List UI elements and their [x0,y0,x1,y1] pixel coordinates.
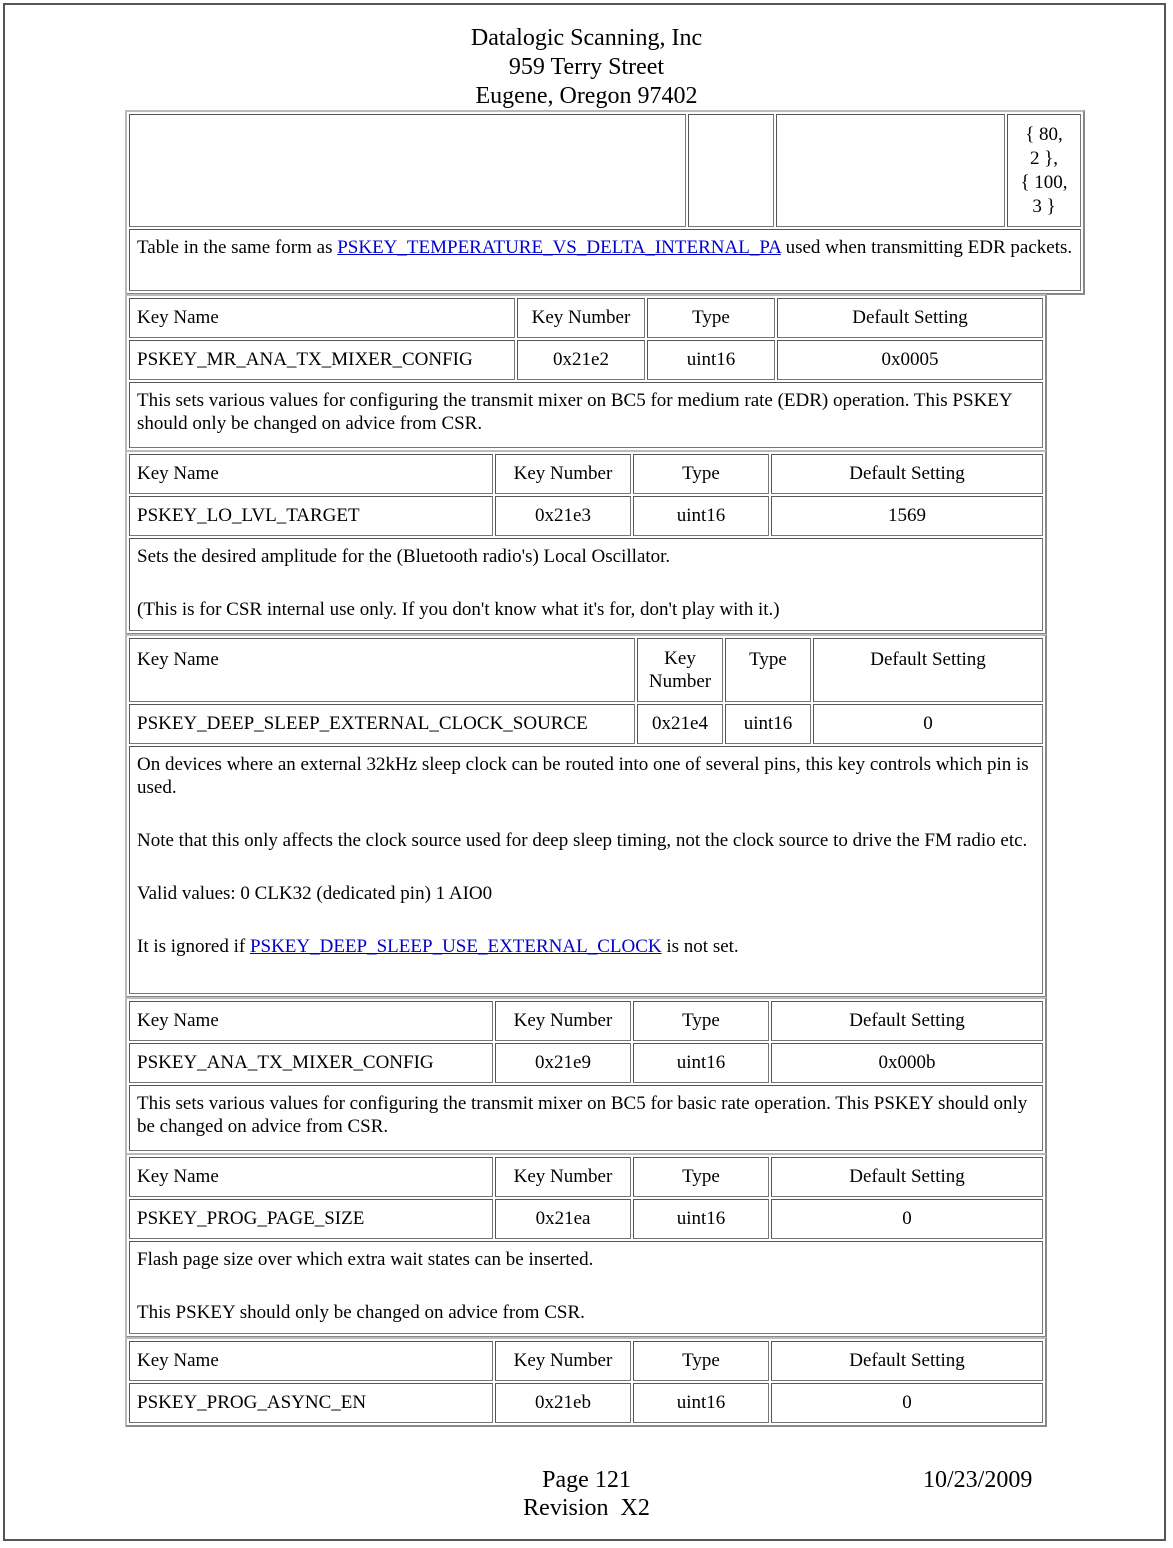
pskey-table [125,450,1047,635]
pskey-table-continued [125,110,1085,295]
column-header-type: Type [633,1341,769,1381]
column-header-key-number: Key Number [495,1001,631,1041]
column-header-key-name: Key Name [129,1157,493,1197]
footer-date: 10/23/2009 [923,1467,1033,1493]
key-number-value: 0x21e2 [517,340,645,380]
key-name-value: PSKEY_MR_ANA_TX_MIXER_CONFIG [129,340,515,380]
column-header-type: Type [633,1001,769,1041]
column-header-key-number: Key Number [517,298,645,338]
key-number-value: 0x21e9 [495,1043,631,1083]
type-value: uint16 [647,340,775,380]
column-header-default-setting: Default Setting [771,1157,1043,1197]
column-header-key-number: Key Number [495,454,631,494]
key-name-value: PSKEY_PROG_ASYNC_EN [129,1383,493,1423]
type-value: uint16 [633,1199,769,1239]
column-header-key-name: Key Name [129,298,515,338]
type-value: uint16 [633,1043,769,1083]
table-cell-empty [688,114,774,227]
column-header-key-number: Key Number [495,1157,631,1197]
pskey-link[interactable]: PSKEY_DEEP_SLEEP_USE_EXTERNAL_CLOCK [249,936,662,957]
column-header-default-setting: Default Setting [771,454,1043,494]
pskey-table [125,997,1047,1155]
column-header-default-setting: Default Setting [771,1001,1043,1041]
column-header-key-number: Key Number [637,638,723,702]
column-header-type: Type [647,298,775,338]
default-setting-value: 0 [813,704,1043,744]
type-value: uint16 [633,496,769,536]
column-header-type: Type [633,454,769,494]
pskey-table [125,1337,1047,1427]
default-setting-value: 0x0005 [777,340,1043,380]
company-street: 959 Terry Street [508,54,665,80]
column-header-key-number: Key Number [495,1341,631,1381]
column-header-type: Type [633,1157,769,1197]
key-number-value: 0x21ea [495,1199,631,1239]
key-description: Table in the same form as PSKEY_TEMPERATURE_VS_DELTA_INTERNAL_PA used when transmitting EDR packets. [129,229,1081,291]
page-number: Page 121 [542,1467,631,1493]
key-name-value: PSKEY_ANA_TX_MIXER_CONFIG [129,1043,493,1083]
key-description: Sets the desired amplitude for the (Bluetooth radio's) Local Oscillator. (This is for CSR internal use only. If you don't know what it's for, don't play with it.) [129,538,1043,631]
key-name-value: PSKEY_LO_LVL_TARGET [129,496,493,536]
key-number-value: 0x21eb [495,1383,631,1423]
column-header-default-setting: Default Setting [813,638,1043,702]
column-header-default-setting: Default Setting [771,1341,1043,1381]
key-number-value: 0x21e3 [495,496,631,536]
column-header-key-name: Key Name [129,1001,493,1041]
pskey-table [125,634,1047,998]
key-description: This sets various values for configuring the transmit mixer on BC5 for basic rate operation. This PSKEY should only be changed on advice from CSR. [129,1085,1043,1151]
revision: Revision X2 [523,1495,650,1521]
company-name: Datalogic Scanning, Inc [470,25,703,51]
type-value: uint16 [633,1383,769,1423]
column-header-default-setting: Default Setting [777,298,1043,338]
default-setting-value: 1569 [771,496,1043,536]
default-setting-value: 0 [771,1383,1043,1423]
column-header-key-name: Key Name [129,454,493,494]
letterhead [0,24,1173,111]
column-header-type: Type [725,638,811,702]
pskey-link[interactable]: PSKEY_TEMPERATURE_VS_DELTA_INTERNAL_PA [337,237,781,258]
default-setting-value: 0x000b [771,1043,1043,1083]
company-city: Eugene, Oregon 97402 [475,83,698,109]
default-setting-value: { 80, 2 }, { 100, 3 } [1007,114,1081,227]
key-description: On devices where an external 32kHz sleep clock can be routed into one of several pins, this key controls which pin is used. Note that this only affects the clock source used for deep sleep timing, not the clock source to drive the FM radio etc. Valid values: 0 CLK32 (dedicated pin) 1 AIO0 It is ignored if PSKEY_DEEP_SLEEP_USE_EXTERNAL_CLOCK is not set. [129,746,1043,994]
column-header-key-name: Key Name [129,1341,493,1381]
key-description: This sets various values for configuring the transmit mixer on BC5 for medium rate (EDR) operation. This PSKEY should only be changed on advice from CSR. [129,382,1043,448]
type-value: uint16 [725,704,811,744]
pskey-table [125,294,1047,452]
key-description: Flash page size over which extra wait states can be inserted. This PSKEY should only be changed on advice from CSR. [129,1241,1043,1334]
column-header-key-name: Key Name [129,638,635,702]
pskey-table [125,1153,1047,1338]
table-cell-empty [129,114,686,227]
default-setting-value: 0 [771,1199,1043,1239]
key-name-value: PSKEY_DEEP_SLEEP_EXTERNAL_CLOCK_SOURCE [129,704,635,744]
key-number-value: 0x21e4 [637,704,723,744]
table-cell-empty [776,114,1005,227]
key-name-value: PSKEY_PROG_PAGE_SIZE [129,1199,493,1239]
